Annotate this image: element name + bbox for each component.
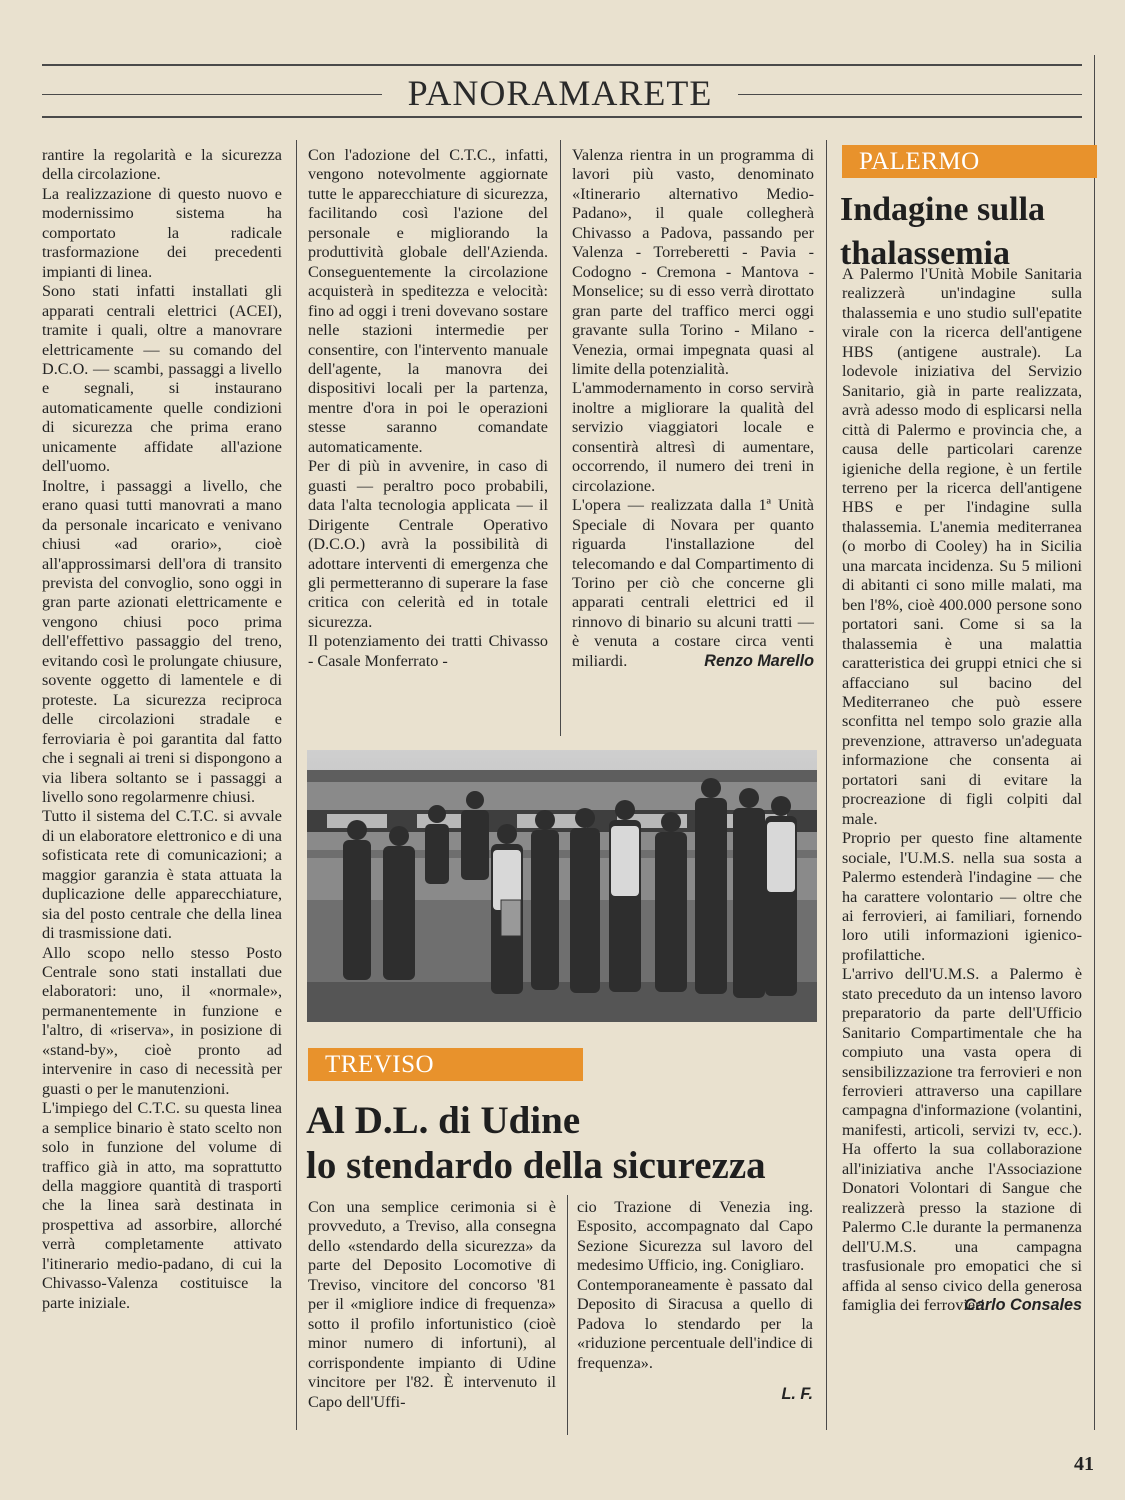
- column-divider: [560, 140, 561, 736]
- treviso-column-2: [577, 1198, 813, 1405]
- masthead-rule-left: [42, 94, 382, 95]
- paragraph: L'ammodernamento in corso servirà inoltre a migliorare la qualità del servizio viaggiatori locale e consentirà altresì di aumentare, occorrendo, il numero dei treni in circolazione.: [572, 379, 814, 495]
- page-number: 41: [1074, 1453, 1094, 1475]
- paragraph: L'arrivo dell'U.M.S. a Palermo è stato preceduto da un intenso lavoro preparatorio da parte dell'Ufficio Sanitario Compartimentale che ha compiuto una vasta opera di sensibilizzazione tra ferrovieri e non ferrovieri attraverso una capillare campagna d'informazione (volantini, manifesti, articoli, servizi tv, ecc.). Ha offerto la sua collaborazione all'iniziativa anche l'Associazione Donatori Volontari di Sangue che realizzerà presso la stazione di Palermo C.le durante la permanenza dell'U.M.S. una campagna trasfusionale pro emopatici che si affida al senso civico della generosa famiglia dei ferrovieri.: [842, 965, 1082, 1315]
- main-article-signature: Renzo Marello: [704, 652, 814, 671]
- treviso-signature: L. F.: [781, 1385, 813, 1404]
- paragraph: La realizzazione di questo nuovo e modernissimo sistema ha comportato la radicale trasformazione dei precedenti impianti di linea.: [42, 184, 282, 281]
- paragraph: Per di più in avvenire, in caso di guasti — peraltro poco probabili, data l'alta tecnologia applicata — il Dirigente Centrale Operativo (D.C.O.) avrà la possibilità di adottare interventi di emergenza che gli permetteranno di superare la fase critica con celerità ed in totale sicurezza.: [308, 457, 548, 631]
- column-divider: [1094, 55, 1095, 1430]
- paragraph: L'impiego del C.T.C. su questa linea a semplice binario è stato scelto non solo in funzione del volume di traffico già in atto, ma soprattutto della maggiore quantità di trasporti che la linea sarà destinata in prospettiva ad assorbire, allorché verrà completamente attivato l'itinerario medio-padano, di cui la Chivasso-Valenza costituisce la parte iniziale.: [42, 1099, 282, 1312]
- column-divider: [296, 140, 297, 1430]
- masthead-title: PANORAMARETE: [407, 73, 713, 113]
- column-divider: [826, 140, 827, 1430]
- masthead-rule-right: [738, 94, 1082, 95]
- palermo-signature: Carlo Consales: [964, 1296, 1082, 1315]
- palermo-headline: Indagine sulla thalassemia: [840, 191, 1046, 272]
- treviso-section-tag: TREVISO: [308, 1048, 583, 1081]
- paragraph: Valenza rientra in un programma di lavori più vasto, denominato «Itinerario alternativo Medio-Padano», il quale collegherà Chivasso a Padova, passando per Valenza - Torreberetti - Pavia - Codogno - Cremona - Mantova - Monselice; su di esso verrà dirottato gran parte del traffico merci oggi gravante sulla Torino - Milano - Venezia, ormai impegnata quasi al limite della potenzialità.: [572, 146, 814, 378]
- paragraph: Contemporaneamente è passato dal Deposito di Siracusa a quello di Padova lo stendardo per la «riduzione percentuale dell'indice di frequenza».: [577, 1275, 813, 1372]
- paragraph: Il potenziamento dei tratti Chivasso - Casale Monferrato -: [308, 632, 548, 670]
- main-article-column-1: [42, 146, 282, 1313]
- main-article-column-3: [572, 146, 814, 672]
- paragraph: Tutto il sistema del C.T.C. si avvale di un elaboratore elettronico e di una sofisticata rete di comunicazioni; a maggior garanzia è stata attuata la duplicazione delle apparecchiature, sia del posto centrale che della linea di trasmissione dati.: [42, 807, 282, 943]
- paragraph: Con una semplice cerimonia si è provveduto, a Treviso, alla consegna dello «stendardo della sicurezza» da parte del Deposito Locomotive di Treviso, vincitore del concorso '81 per il «migliore indice di frequenza» sotto il profilo infortunistico (cioè minor numero di infortuni), al corrispondente impianto di Udine vincitore per l'82. È intervenuto il Capo dell'Uffi-: [308, 1198, 556, 1411]
- palermo-column: [842, 265, 1082, 1316]
- palermo-section-tag: PALERMO: [842, 145, 1097, 178]
- treviso-headline-line-2: lo stendardo della sicurezza: [306, 1144, 766, 1187]
- paragraph: L'opera — realizzata dalla 1ª Unità Speciale di Novara per quanto riguarda l'installazione del telecomando e dal Compartimento di Torino per ciò che concerne gli apparati centrali elettrici ed il rinnovo di binario su alcuni tratti — è venuta a costare circa venti miliardi.: [572, 496, 814, 670]
- group-photo: [307, 750, 817, 1022]
- paragraph: Allo scopo nello stesso Posto Centrale sono stati installati due elaboratori: uno, il «normale», permanentemente in funzione e l'altro, di «riserva», in posizione di «stand-by», cioè pronto ad intervenire in caso di necessità per guasti o per le manutenzioni.: [42, 943, 282, 1098]
- paragraph: A Palermo l'Unità Mobile Sanitaria realizzerà un'indagine sulla thalassemia e uno studio sull'epatite virale con la ricerca dell'antigene HBS (antigene australe). La lodevole iniziativa del Servizio Sanitario, già in parte realizzata, avrà adesso modo di esplicarsi nella città di Palermo e provincia che, a causa delle particolari carenze igieniche della regione, è un fertile terreno per la ricerca dell'antigene HBS e per l'indagine sulla thalassemia. L'anemia mediterranea (o morbo di Cooley) ha in Sicilia una marcata incidenza. Su 5 milioni di abitanti ci sono mille malati, ma ben l'8%, cioè 400.000 persone sono portatori sani. Come si sa la thalassemia è una malattia caratteristica dei gruppi etnici che si affacciano sul bacino del Mediterraneo che può essere sconfitta nel tempo solo grazie alla prevenzione, attraverso un'adeguata informazione che consenta ai portatori sani di evitare la procreazione di figli colpiti dal male.: [842, 265, 1082, 828]
- column-divider: [567, 1195, 568, 1435]
- paragraph: Con l'adozione del C.T.C., infatti, vengono notevolmente aggiornate tutte le apparecchiature di sicurezza, facilitando così l'azione del personale e migliorando la produttività globale dell'Azienda. Conseguentemente la circolazione acquisterà in speditezza e velocità: fino ad oggi i treni dovevano sostare nelle stazioni intermedie per consentire, con l'intervento manuale dell'agente, la manovra dei dispositivi locali per la partenza, mentre d'ora in poi le operazioni stesse saranno comandate automaticamente.: [308, 146, 548, 456]
- treviso-headline-line-1: Al D.L. di Udine: [306, 1099, 581, 1142]
- header-bottom-rule: [42, 116, 1082, 118]
- group-photo-drawing: [307, 750, 817, 1022]
- treviso-column-1: [308, 1198, 556, 1412]
- paragraph: cio Trazione di Venezia ing. Esposito, accompagnato dal Capo Sezione Sicurezza sul lavoro del medesimo Ufficio, ing. Conigliaro.: [577, 1198, 813, 1275]
- paragraph: Proprio per questo fine altamente sociale, l'U.M.S. nella sua sosta a Palermo estenderà l'indagine — che ha carattere volontario — oltre che ai ferrovieri, ai familiari, fornendo loro utili informazioni igienico-profilattiche.: [842, 829, 1082, 964]
- main-article-column-2: [308, 146, 548, 671]
- top-rule: [42, 64, 1082, 66]
- paragraph: Inoltre, i passaggi a livello, che erano quasi tutti manovrati a mano da personale incaricato e venivano chiusi «ad orario», cioè all'approssimarsi dell'ora di transito prevista del convoglio, sono oggi in gran parte azionati elettricamente e vengono chiusi poco prima dell'effettivo passaggio del treno, evitando così le prolungate chiusure, sovente oggetto di lamentele e di proteste. La sicurezza reciproca delle circolazioni stradale e ferroviaria è poi garantita dal fatto che i segnali ai treni si dispongono a via libera soltanto se i passaggi a livello sono regolarmenre chiusi.: [42, 476, 282, 806]
- paragraph: Sono stati infatti installati gli apparati centrali elettrici (ACEI), tramite i quali, oltre a manovrare elettricamente — su comando del D.C.O. — scambi, passaggi a livello e segnali, si instaurano automaticamente quelle condizioni di sicurezza che prima erano unicamente affidate all'azione dell'uomo.: [42, 282, 282, 476]
- paragraph: rantire la regolarità e la sicurezza della circolazione.: [42, 146, 282, 184]
